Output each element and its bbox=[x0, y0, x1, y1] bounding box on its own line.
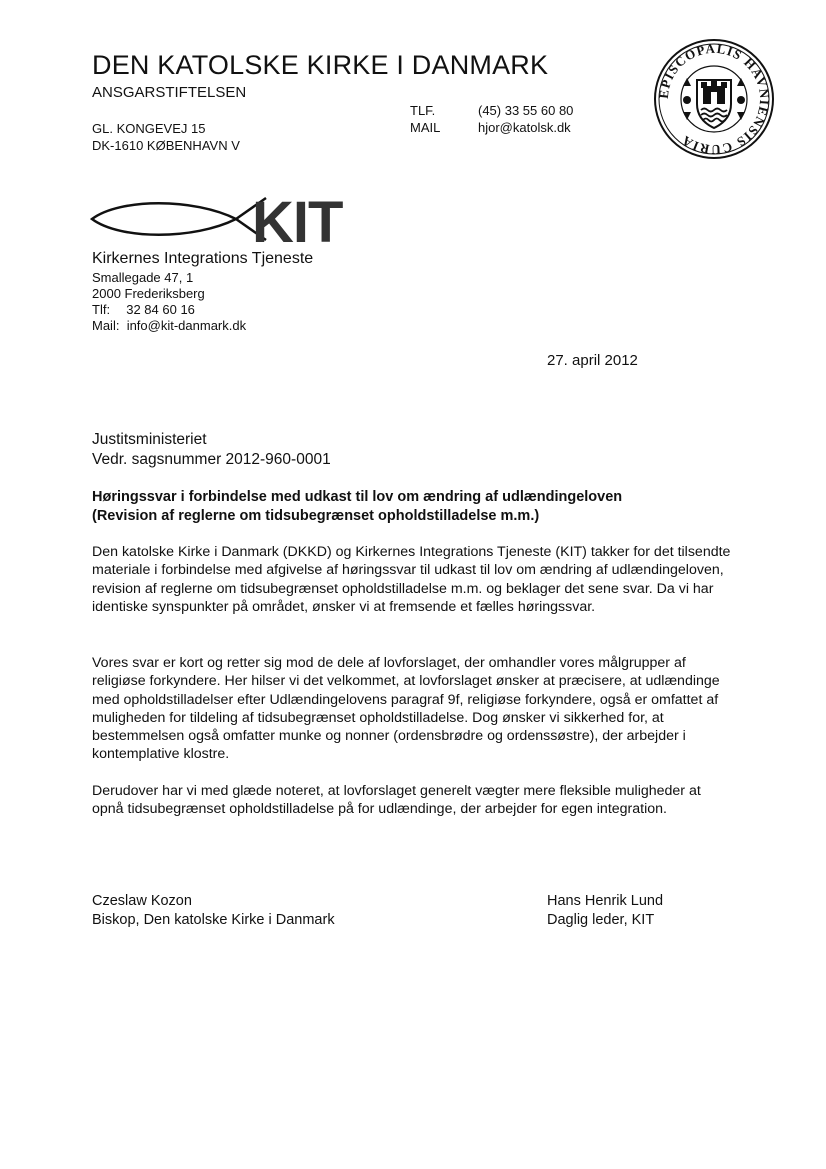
address-line-street: GL. KONGEVEJ 15 bbox=[92, 121, 206, 136]
mail-label: MAIL bbox=[410, 120, 441, 135]
mail-value: hjor@katolsk.dk bbox=[478, 120, 571, 135]
org-address bbox=[92, 120, 240, 154]
recipient-block bbox=[92, 430, 331, 470]
signature-left-title: Biskop, Den katolske Kirke i Danmark bbox=[92, 912, 335, 928]
kit-address-street: Smallegade 47, 1 bbox=[92, 270, 194, 285]
kit-mail-row bbox=[92, 318, 246, 334]
kit-logo-text: KIT bbox=[252, 192, 343, 246]
signature-right bbox=[547, 892, 663, 930]
diocese-seal-icon bbox=[653, 38, 775, 160]
recipient-name: Justitsministeriet bbox=[92, 431, 207, 448]
letter-date: 27. april 2012 bbox=[547, 352, 638, 369]
body-paragraph-2: Vores svar er kort og retter sig mod de dele af lovforslaget, der omhandler vores målgrupper af religiøse forkyndere. Her hilser vi det velkommet, at lovforslaget ønsker at præcisere, at udlændinge med opholdstilladelser efter Udlændingelovens paragraf 9f, religiøse forkyndere, også er omfattet af muligheden for tildeling af tidsubegrænset opholdstilladelse. Dog ønsker vi sikkerhed for, at bestemmelsen også omfatter munke og nonner (ordensbrødre og ordenssøstre), der arbejder i kontemplative klostre. bbox=[92, 655, 720, 763]
case-number: Vedr. sagsnummer 2012-960-0001 bbox=[92, 451, 331, 468]
mail-row bbox=[410, 119, 573, 136]
kit-fish-logo-icon bbox=[90, 192, 354, 246]
org-title: DEN KATOLSKE KIRKE I DANMARK bbox=[92, 50, 549, 80]
kit-address-city: 2000 Frederiksberg bbox=[92, 286, 205, 301]
subject-line-2: (Revision af reglerne om tidsubegrænset opholdstilladelse m.m.) bbox=[92, 508, 540, 524]
signature-right-name: Hans Henrik Lund bbox=[547, 893, 664, 909]
phone-value: (45) 33 55 60 80 bbox=[478, 103, 574, 118]
signature-left bbox=[92, 892, 335, 930]
phone-row bbox=[410, 102, 573, 119]
subject-line-1: Høringssvar i forbindelse med udkast til lov om ændring af udlændingeloven bbox=[92, 489, 623, 505]
kit-mail-label: Mail: bbox=[92, 318, 120, 333]
kit-org-name: Kirkernes Integrations Tjeneste bbox=[92, 250, 314, 267]
kit-phone-value: 32 84 60 16 bbox=[126, 302, 195, 317]
body-paragraph-3: Derudover har vi med glæde noteret, at lovforslaget generelt vægter mere fleksible muligheder at opnå tidsubegrænset opholdstilladelse på for udlændinge, der arbejder for egen integration. bbox=[92, 783, 701, 818]
seal-text: EPISCOPALIS HAVNIENSIS CURIA bbox=[655, 40, 773, 158]
phone-label: TLF. bbox=[410, 103, 436, 118]
letter-subject bbox=[92, 488, 732, 526]
signature-left-name: Czeslaw Kozon bbox=[92, 893, 192, 909]
kit-mail-value: info@kit-danmark.dk bbox=[126, 318, 247, 333]
org-contact bbox=[410, 102, 573, 136]
signature-right-title: Daglig leder, KIT bbox=[547, 912, 655, 928]
body-paragraph-1: Den katolske Kirke i Danmark (DKKD) og Kirkernes Integrations Tjeneste (KIT) takker for det tilsendte materiale i forbindelse med afgivelse af høringssvar til udkast til lov om ændring af udlændingeloven, revision af reglerne om tidsubegrænset opholdstilladelse m.m. og beklager det sene svar. Da vi har identiske synspunkter på området, ønsker vi at fremsende et fælles høringssvar. bbox=[92, 544, 731, 615]
kit-phone-row bbox=[92, 302, 246, 318]
address-line-city: DK-1610 KØBENHAVN V bbox=[92, 138, 240, 153]
kit-address bbox=[92, 270, 246, 334]
org-subtitle: ANSGARSTIFTELSEN bbox=[92, 84, 247, 101]
kit-phone-label: Tlf: bbox=[92, 302, 111, 317]
